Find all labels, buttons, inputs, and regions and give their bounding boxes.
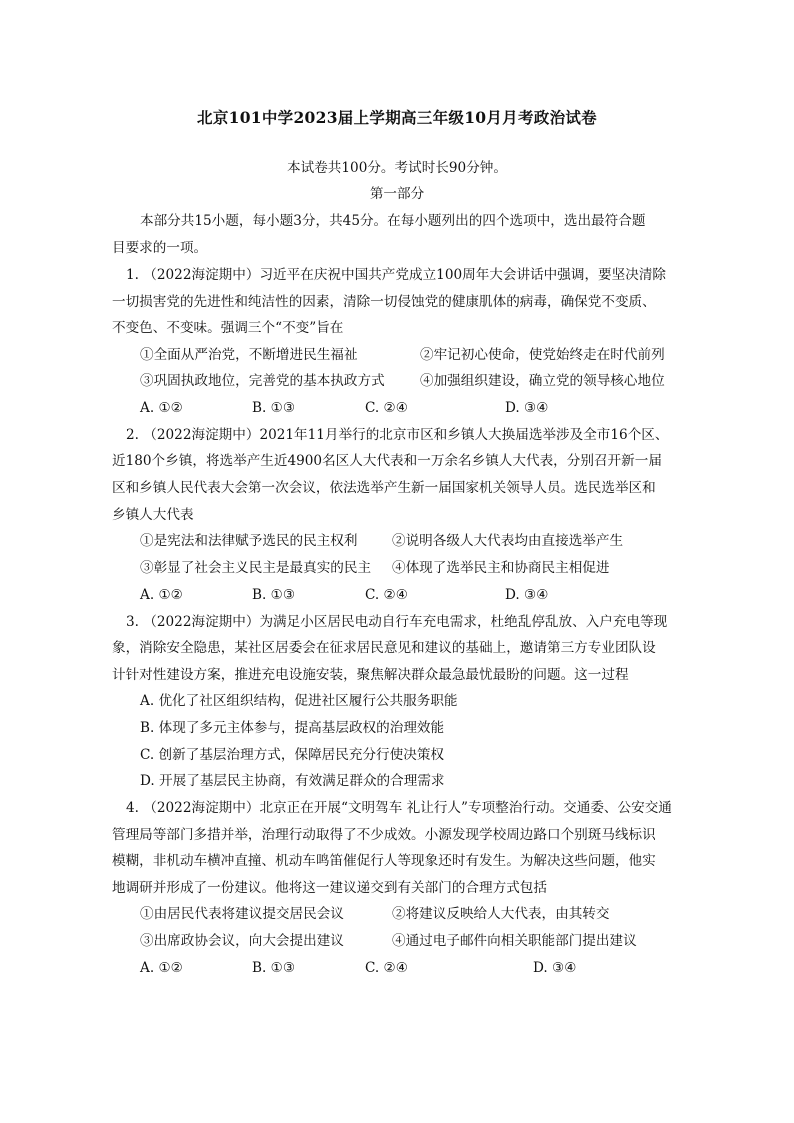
instruction-line: 目要求的一项。: [112, 240, 208, 256]
question-3-option-a[interactable]: A. 优化了社区组织结构，促进社区履行公共服务职能: [140, 693, 458, 709]
question-2-statement: ③彰显了社会主义民主是最真实的民主: [140, 560, 372, 576]
question-4-statement: ②将建议反映给人大代表，由其转交: [392, 906, 610, 922]
question-1-stem: 一切损害党的先进性和纯洁性的因素，清除一切侵蚀党的健康肌体的病毒，确保党不变质、: [112, 294, 656, 310]
question-2-statement: ②说明各级人大代表均由直接选举产生: [392, 533, 624, 549]
exam-meta: 本试卷共100分。考试时长90分钟。: [287, 160, 507, 176]
question-2-statement: ④体现了选举民主和协商民主相促进: [392, 560, 610, 576]
question-1-option-b[interactable]: B. ①③: [252, 400, 296, 416]
question-3-stem: 3. （2022海淀期中）为满足小区居民电动自行车充电需求，杜绝乱停乱放、入户充电等现: [126, 614, 668, 630]
question-4-stem: 模糊，非机动车横冲直撞、机动车鸣笛催促行人等现象还时有发生。为解决这些问题，他实: [112, 853, 656, 869]
question-2-stem: 近180个乡镇，将选举产生近4900名区人大代表和一万余名乡镇人大代表，分别召开新一届: [112, 453, 662, 469]
question-4-stem: 4. （2022海淀期中）北京正在开展“文明驾车 礼让行人”专项整治行动。交通委、公安交通: [126, 800, 672, 816]
question-1-stem: 1. （2022海淀期中）习近平在庆祝中国共产党成立100周年大会讲话中强调，要坚决清除: [126, 267, 667, 283]
question-4-option-a[interactable]: A. ①②: [140, 960, 183, 976]
question-3-option-b[interactable]: B. 体现了多元主体参与，提高基层政权的治理效能: [140, 720, 445, 736]
question-3-option-c[interactable]: C. 创新了基层治理方式，保障居民充分行使决策权: [140, 747, 445, 763]
instruction-line: 本部分共15小题，每小题3分，共45分。在每小题列出的四个选项中，选出最符合题: [140, 213, 646, 229]
question-1-stem: 不变色、不变味。强调三个“不变”旨在: [112, 320, 344, 336]
question-2-option-c[interactable]: C. ②④: [365, 587, 408, 603]
question-4-option-d[interactable]: D. ③④: [533, 960, 577, 976]
question-1-option-c[interactable]: C. ②④: [365, 400, 408, 416]
question-4-stem: 管理局等部门多措并举，治理行动取得了不少成效。小源发现学校周边路口个别斑马线标识: [112, 827, 656, 843]
question-2-option-a[interactable]: A. ①②: [140, 587, 183, 603]
question-2-stem: 2. （2022海淀期中）2021年11月举行的北京市区和乡镇人大换届选举涉及全市16个区、: [126, 427, 669, 443]
question-4-statement: ③出席政协会议，向大会提出建议: [140, 933, 344, 949]
question-1-statement: ③巩固执政地位，完善党的基本执政方式: [140, 373, 385, 389]
question-2-stem: 乡镇人大代表: [112, 507, 194, 523]
question-4-option-b[interactable]: B. ①③: [252, 960, 296, 976]
question-1-statement: ①全面从严治党，不断增进民生福祉: [140, 347, 358, 363]
question-2-statement: ①是宪法和法律赋予选民的民主权利: [140, 533, 358, 549]
question-4-stem: 地调研并形成了一份建议。他将这一建议递交到有关部门的合理方式包括: [112, 880, 547, 896]
question-4-option-c[interactable]: C. ②④: [365, 960, 408, 976]
exam-title: 北京101中学2023届上学期高三年级10月月考政治试卷: [197, 108, 597, 127]
question-1-statement: ④加强组织建设，确立党的领导核心地位: [420, 373, 665, 389]
question-4-statement: ④通过电子邮件向相关职能部门提出建议: [392, 933, 637, 949]
question-1-option-d[interactable]: D. ③④: [505, 400, 549, 416]
question-2-option-b[interactable]: B. ①③: [252, 587, 296, 603]
part-heading: 第一部分: [369, 186, 425, 202]
question-3-stem: 象，消除安全隐患，某社区居委会在征求居民意见和建议的基础上，邀请第三方专业团队设: [112, 640, 656, 656]
question-3-stem: 计针对性建设方案，推进充电设施安装，聚焦解决群众最急最忧最盼的问题。这一过程: [112, 667, 629, 683]
question-1-statement: ②牢记初心使命，使党始终走在时代前列: [420, 347, 665, 363]
question-2-stem: 区和乡镇人民代表大会第一次会议，依法选举产生新一届国家机关领导人员。选民选举区和: [112, 480, 656, 496]
question-4-statement: ①由居民代表将建议提交居民会议: [140, 906, 344, 922]
question-3-option-d[interactable]: D. 开展了基层民主协商，有效满足群众的合理需求: [140, 773, 445, 789]
question-1-option-a[interactable]: A. ①②: [140, 400, 183, 416]
question-2-option-d[interactable]: D. ③④: [505, 587, 549, 603]
